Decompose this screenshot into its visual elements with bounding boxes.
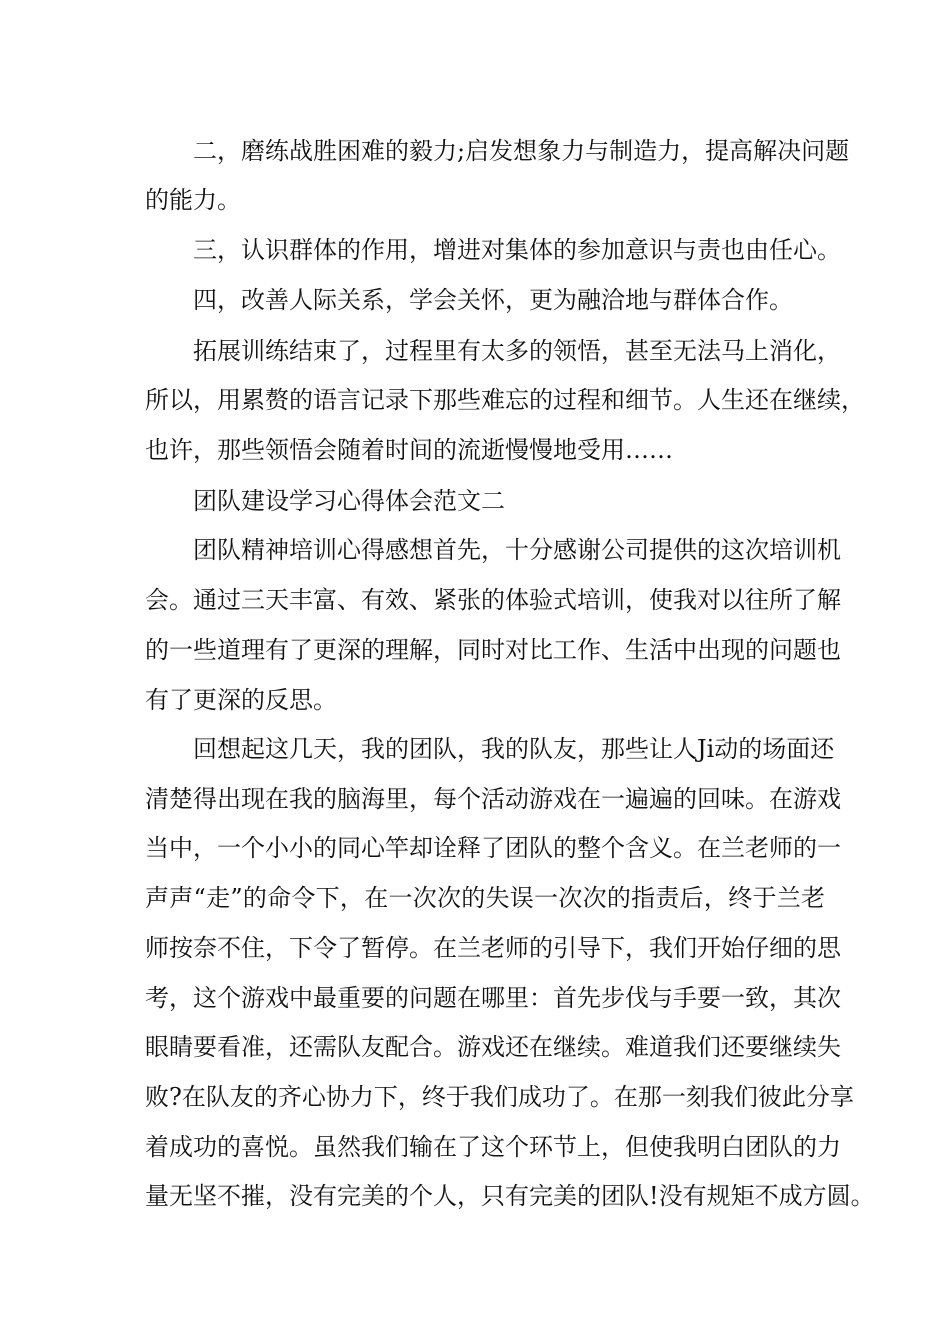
text-line: 考，这个游戏中最重要的问题在哪里：首先步伐与手要一致，其次 [145,984,841,1012]
text-line: 四，改善人际关系，学会关怀，更为融洽地与群体合作。 [193,286,793,314]
text-line: 清楚得出现在我的脑海里，每个活动游戏在一遍遍的回味。在游戏 [145,785,841,813]
text-line: 着成功的喜悦。虽然我们输在了这个环节上，但使我明白团队的力 [145,1133,841,1161]
text-line: 会。通过三天丰富、有效、紧张的体验式培训，使我对以往所了解 [145,586,841,614]
text-line: 当中，一个小小的同心竿却诠释了团队的整个含义。在兰老师的一 [145,834,841,862]
text-line: 有了更深的反思。 [145,686,337,714]
text-line: 所以，用累赘的语言记录下那些难忘的过程和细节。人生还在继续， [145,386,865,414]
text-line: 二，磨练战胜困难的毅力;启发想象力与制造力，提高解决问题 [193,137,850,165]
text-line: 团队精神培训心得感想首先，十分感谢公司提供的这次培训机 [193,536,841,564]
section-heading: 团队建设学习心得体会范文二 [193,487,505,515]
text-line: 的一些道理有了更深的理解，同时对比工作、生活中出现的问题也 [145,636,841,664]
text-line: 败?在队友的齐心协力下，终于我们成功了。在那一刻我们彼此分享 [145,1083,854,1111]
text-line: 声声“走”的命令下，在一次次的失误一次次的指责后，终于兰老 [145,884,825,912]
text-line: 眼睛要看准，还需队友配合。游戏还在继续。难道我们还要继续失 [145,1033,841,1061]
text-line: 师按奈不住，下令了暂停。在兰老师的引导下，我们开始仔细的思 [145,934,841,962]
text-line: 三，认识群体的作用，增进对集体的参加意识与责也由任心。 [193,236,841,264]
text-line: 也许，那些领悟会随着时间的流逝慢慢地受用…… [145,436,673,464]
text-line: 回想起这几天，我的团队，我的队友，那些让人Ji动的场面还 [193,735,835,763]
text-line: 拓展训练结束了，过程里有太多的领悟，甚至无法马上消化， [193,337,841,365]
text-line: 的能力。 [145,186,241,214]
text-line: 量无坚不摧，没有完美的个人，只有完美的团队!没有规矩不成方圆。 [145,1182,875,1210]
